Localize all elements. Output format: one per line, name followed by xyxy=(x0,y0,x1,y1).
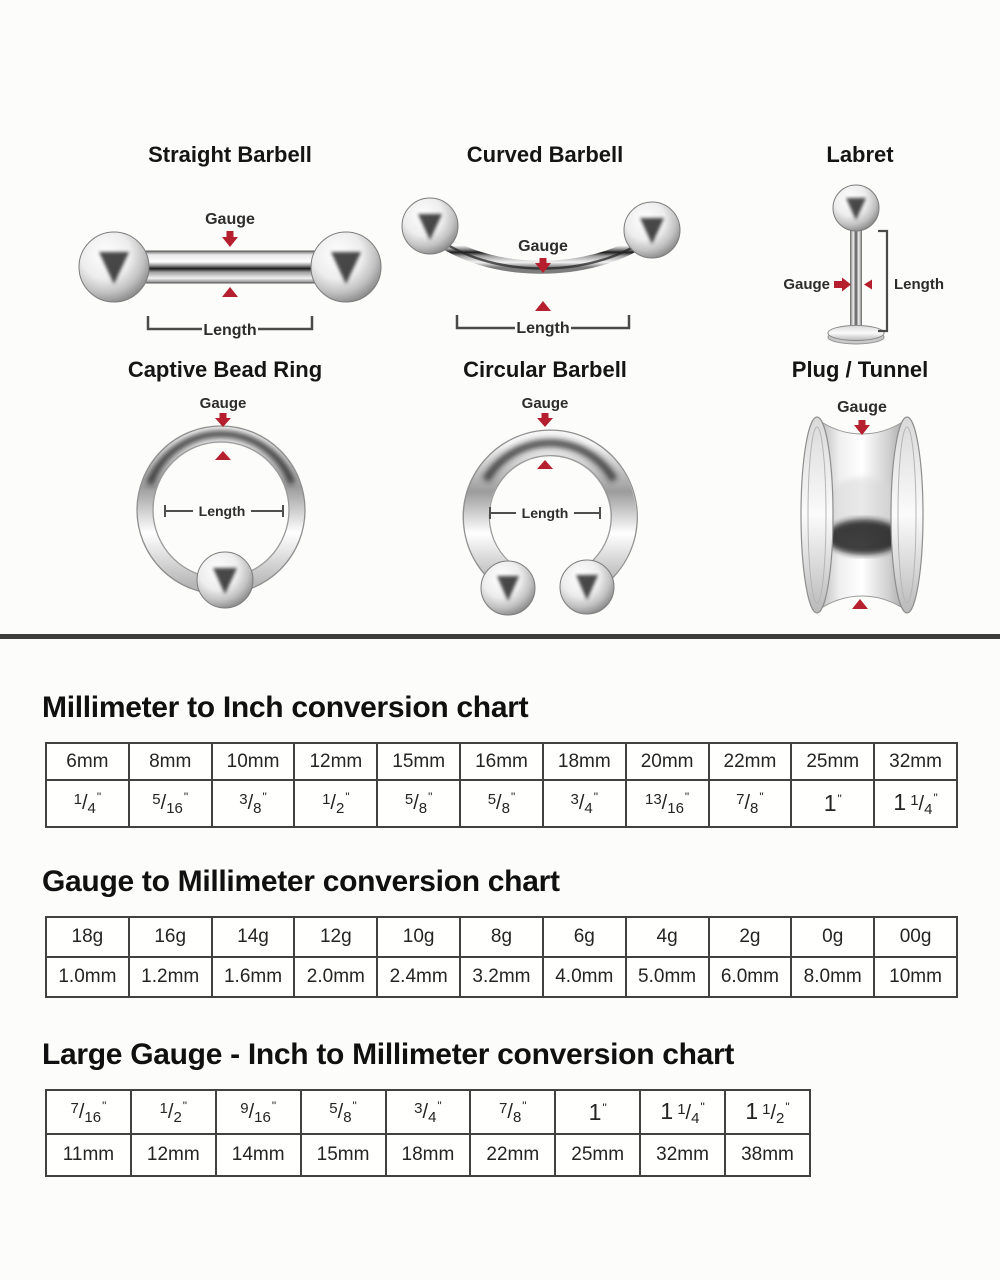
table-cell: 6.0mm xyxy=(709,957,792,997)
diagram-title: Circular Barbell xyxy=(463,357,627,382)
gauge-up-arrow-icon xyxy=(222,287,238,297)
table-row-inches xyxy=(46,780,957,827)
table-cell: $^5/_8^"$ xyxy=(460,780,543,827)
table-cell: 12mm xyxy=(131,1134,216,1176)
table-cell: $^5/_8^"$ xyxy=(301,1090,386,1134)
table-cell: 1 $^1/_4^"$ xyxy=(874,780,957,827)
gauge-up-arrow-icon xyxy=(852,599,868,609)
length-bracket xyxy=(878,231,887,331)
labret-disc xyxy=(828,326,884,345)
table-cell: 1" xyxy=(555,1090,640,1134)
gauge-label: Gauge xyxy=(518,238,568,255)
table-cell: 25mm xyxy=(791,743,874,780)
table-cell: 32mm xyxy=(640,1134,725,1176)
section-title: Gauge to Millimeter conversion chart xyxy=(42,865,560,898)
table-cell: $^1/_4^"$ xyxy=(46,780,129,827)
table-cell: 22mm xyxy=(709,743,792,780)
section-title: Large Gauge - Inch to Millimeter conversion chart xyxy=(42,1038,735,1071)
length-label: Length xyxy=(521,505,569,521)
table-cell: $^3/_4^"$ xyxy=(386,1090,471,1134)
table-cell: 2.0mm xyxy=(294,957,377,997)
circular-barbell-diagram xyxy=(420,387,670,622)
table-cell: 15mm xyxy=(301,1134,386,1176)
captive-bead-ring-figure xyxy=(75,357,375,627)
labret-figure xyxy=(730,142,990,362)
labret-ball xyxy=(833,185,879,231)
table-row-gauges xyxy=(46,917,957,957)
gauge-label: Gauge xyxy=(521,395,569,412)
barbell-ball-right xyxy=(311,232,381,302)
table-cell: 1.6mm xyxy=(212,957,295,997)
table-cell: $^7/_8^"$ xyxy=(470,1090,555,1134)
circular-barbell-figure xyxy=(420,357,670,627)
table-cell: 6g xyxy=(543,917,626,957)
gauge-right-arrow-icon xyxy=(834,278,851,292)
mm-to-inch-section xyxy=(42,690,958,828)
table-cell: 18g xyxy=(46,917,129,957)
table-cell: 1 $^1/_4^"$ xyxy=(640,1090,725,1134)
curved-barbell-diagram xyxy=(395,172,695,347)
table-cell: $^1/_2^"$ xyxy=(131,1090,216,1134)
gauge-up-arrow-icon xyxy=(537,460,553,469)
table-cell: $^1/_2^"$ xyxy=(294,780,377,827)
barbell-ball-left xyxy=(402,198,458,254)
captive-bead-ring-diagram xyxy=(75,387,375,622)
table-cell: 1" xyxy=(791,780,874,827)
gauge-left-arrow-icon xyxy=(864,280,872,290)
captive-bead xyxy=(197,552,253,608)
table-cell: 1.0mm xyxy=(46,957,129,997)
barbell-ball-right xyxy=(560,560,614,614)
table-cell: 18mm xyxy=(543,743,626,780)
length-label: Length xyxy=(203,322,257,339)
gauge-up-arrow-icon xyxy=(215,451,231,460)
table-cell: 2g xyxy=(709,917,792,957)
gauge-label: Gauge xyxy=(837,399,887,416)
table-cell: $^5/_{16}^"$ xyxy=(129,780,212,827)
table-cell: 1.2mm xyxy=(129,957,212,997)
plug-left-flange xyxy=(801,417,833,613)
table-cell: 20mm xyxy=(626,743,709,780)
length-label: Length xyxy=(516,320,570,337)
table-row-inches xyxy=(46,1090,810,1134)
diagram-title: Plug / Tunnel xyxy=(791,357,929,382)
table-cell: 4.0mm xyxy=(543,957,626,997)
table-cell: 5.0mm xyxy=(626,957,709,997)
large-gauge-section xyxy=(42,1037,811,1177)
table-cell: 18mm xyxy=(386,1134,471,1176)
table-cell: $^7/_{16}^"$ xyxy=(46,1090,131,1134)
gauge-down-arrow-icon xyxy=(222,231,238,247)
table-cell: 12mm xyxy=(294,743,377,780)
table-cell: 8mm xyxy=(129,743,212,780)
table-row-millimeters xyxy=(46,957,957,997)
table-cell: 3.2mm xyxy=(460,957,543,997)
gauge-to-mm-section xyxy=(42,864,958,998)
barbell-ball-left xyxy=(481,561,535,615)
table-cell: 11mm xyxy=(46,1134,131,1176)
table-cell: 22mm xyxy=(470,1134,555,1176)
diagram-title: Captive Bead Ring xyxy=(127,357,323,382)
table-cell: 4g xyxy=(626,917,709,957)
gauge-to-mm-table xyxy=(45,916,958,998)
table-cell: 12g xyxy=(294,917,377,957)
table-cell: 6mm xyxy=(46,743,129,780)
table-cell: $^7/_8^"$ xyxy=(709,780,792,827)
table-cell: 10mm xyxy=(874,957,957,997)
diagram-title: Labret xyxy=(826,142,894,167)
straight-barbell-figure xyxy=(40,142,420,352)
plug-tunnel-diagram xyxy=(745,387,975,622)
table-cell: 10mm xyxy=(212,743,295,780)
table-cell: $^3/_8^"$ xyxy=(212,780,295,827)
gauge-down-arrow-icon xyxy=(215,413,231,427)
table-cell: 10g xyxy=(377,917,460,957)
section-title: Millimeter to Inch conversion chart xyxy=(42,691,529,724)
length-label: Length xyxy=(198,503,246,519)
table-cell: $^9/_{16}^"$ xyxy=(216,1090,301,1134)
straight-barbell-diagram xyxy=(40,172,420,347)
table-cell: 1 $^1/_2^"$ xyxy=(725,1090,810,1134)
section-divider xyxy=(0,634,1000,639)
table-cell: $^5/_8^"$ xyxy=(377,780,460,827)
table-cell: 2.4mm xyxy=(377,957,460,997)
labret-diagram xyxy=(730,172,990,357)
barbell-shaft xyxy=(135,251,325,283)
table-cell: 8g xyxy=(460,917,543,957)
table-cell: 14g xyxy=(212,917,295,957)
curved-barbell-figure xyxy=(395,142,695,352)
labret-post xyxy=(851,224,862,328)
plug-tunnel-figure xyxy=(745,357,975,627)
gauge-label: Gauge xyxy=(783,276,830,293)
gauge-label: Gauge xyxy=(199,395,247,412)
barbell-ball-right xyxy=(624,202,680,258)
table-cell: 25mm xyxy=(555,1134,640,1176)
barbell-ball-left xyxy=(79,232,149,302)
gauge-down-arrow-icon xyxy=(537,413,553,427)
table-row-millimeters xyxy=(46,1134,810,1176)
table-cell: 14mm xyxy=(216,1134,301,1176)
table-cell: 0g xyxy=(791,917,874,957)
table-cell: 16mm xyxy=(460,743,543,780)
table-cell: 38mm xyxy=(725,1134,810,1176)
table-cell: 16g xyxy=(129,917,212,957)
diagram-title: Straight Barbell xyxy=(148,142,312,167)
large-gauge-inch-to-mm-table xyxy=(45,1089,811,1177)
table-cell: $^3/_4^"$ xyxy=(543,780,626,827)
table-cell: 8.0mm xyxy=(791,957,874,997)
plug-right-flange xyxy=(891,417,923,613)
table-row-millimeters xyxy=(46,743,957,780)
gauge-down-arrow-icon xyxy=(854,420,870,435)
table-cell: $^{13}/_{16}^"$ xyxy=(626,780,709,827)
table-cell: 15mm xyxy=(377,743,460,780)
table-cell: 32mm xyxy=(874,743,957,780)
gauge-up-arrow-icon xyxy=(535,301,551,311)
mm-to-inch-table xyxy=(45,742,958,828)
gauge-label: Gauge xyxy=(205,211,255,228)
length-label: Length xyxy=(894,276,944,293)
diagram-title: Curved Barbell xyxy=(466,142,624,167)
table-cell: 00g xyxy=(874,917,957,957)
